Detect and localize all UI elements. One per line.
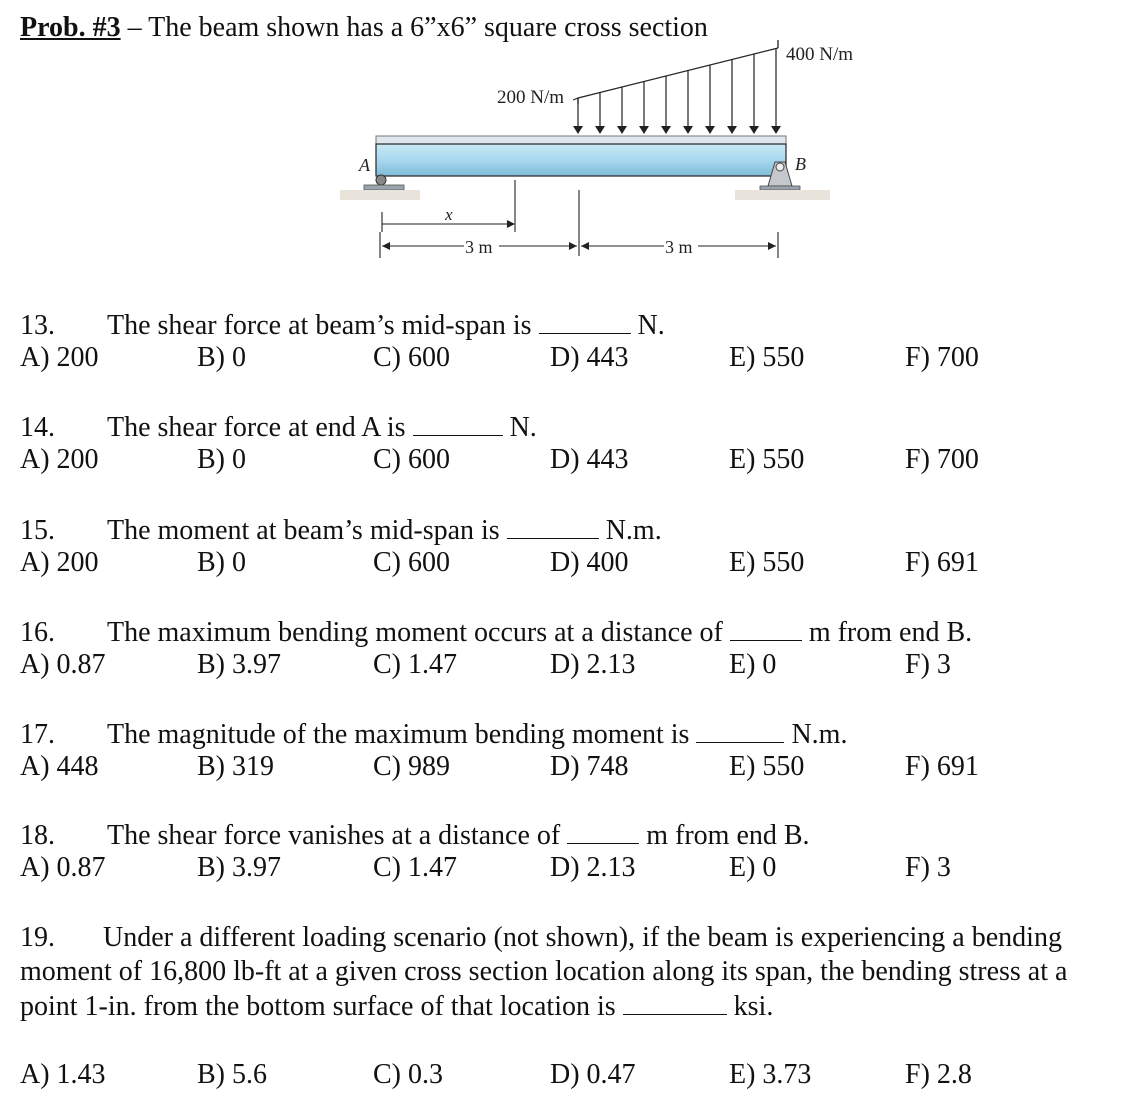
question-19-line-1 <box>20 922 1062 954</box>
question-text: The shear force vanishes at a distance of <box>107 820 561 851</box>
option-13a: A) 200 <box>20 342 99 373</box>
support-label-a: A <box>359 155 370 175</box>
answer-blank <box>696 718 784 743</box>
answer-blank <box>539 309 631 334</box>
option-14a: A) 200 <box>20 444 99 475</box>
support-label-b: B <box>795 154 806 174</box>
question-number: 13. <box>20 310 55 341</box>
question-number: 17. <box>20 719 55 750</box>
option-19e: E) 3.73 <box>729 1059 812 1090</box>
option-13c: C) 600 <box>373 342 450 373</box>
roller-support-a <box>340 175 420 200</box>
option-17d: D) 748 <box>550 751 629 782</box>
beam <box>376 136 786 176</box>
option-18d: D) 2.13 <box>550 852 636 883</box>
question-15 <box>20 514 662 547</box>
option-18b: B) 3.97 <box>197 852 281 883</box>
answer-blank <box>413 411 503 436</box>
question-text: The magnitude of the maximum bending moment is <box>107 719 690 750</box>
question-18 <box>20 819 810 852</box>
question-13 <box>20 309 665 342</box>
question-text: point 1-in. from the bottom surface of that location is <box>20 991 616 1022</box>
option-13e: E) 550 <box>729 342 805 373</box>
option-16d: D) 2.13 <box>550 649 636 680</box>
question-17 <box>20 718 847 751</box>
question-16 <box>20 616 972 649</box>
option-16f: F) 3 <box>905 649 951 680</box>
option-19a: A) 1.43 <box>20 1059 106 1090</box>
option-19f: F) 2.8 <box>905 1059 972 1090</box>
option-16c: C) 1.47 <box>373 649 457 680</box>
question-text: The shear force at end A is <box>107 412 406 443</box>
option-17a: A) 448 <box>20 751 99 782</box>
x-label: x <box>445 205 453 224</box>
option-18c: C) 1.47 <box>373 852 457 883</box>
option-13d: D) 443 <box>550 342 629 373</box>
question-unit: N.m. <box>605 515 662 546</box>
question-unit: N. <box>509 412 537 443</box>
option-13f: F) 700 <box>905 342 979 373</box>
option-17b: B) 319 <box>197 751 274 782</box>
option-19c: C) 0.3 <box>373 1059 443 1090</box>
option-16a: A) 0.87 <box>20 649 106 680</box>
answer-blank <box>623 990 727 1015</box>
option-18e: E) 0 <box>729 852 777 883</box>
question-text: The shear force at beam’s mid-span is <box>107 310 532 341</box>
problem-number: Prob. #3 <box>20 12 121 43</box>
load-label-right: 400 N/m <box>786 44 854 65</box>
question-text: Under a different loading scenario (not shown), if the beam is experiencing a bending <box>103 922 1062 953</box>
question-unit: N. <box>637 310 665 341</box>
question-text: The maximum bending moment occurs at a distance of <box>107 617 723 648</box>
answer-blank <box>567 819 639 844</box>
option-15f: F) 691 <box>905 547 979 578</box>
option-14d: D) 443 <box>550 444 629 475</box>
question-number: 14. <box>20 412 55 443</box>
option-16b: B) 3.97 <box>197 649 281 680</box>
option-15b: B) 0 <box>197 547 246 578</box>
answer-blank <box>730 616 802 641</box>
answer-blank <box>507 514 599 539</box>
option-17e: E) 550 <box>729 751 805 782</box>
option-17f: F) 691 <box>905 751 979 782</box>
option-13b: B) 0 <box>197 342 246 373</box>
option-15e: E) 550 <box>729 547 805 578</box>
question-number: 19. <box>20 922 55 953</box>
question-number: 16. <box>20 617 55 648</box>
question-number: 15. <box>20 515 55 546</box>
option-14c: C) 600 <box>373 444 450 475</box>
question-unit: ksi. <box>733 991 774 1022</box>
question-unit: m from end B. <box>646 820 810 851</box>
option-18f: F) 3 <box>905 852 951 883</box>
option-17c: C) 989 <box>373 751 450 782</box>
question-19-line-2: moment of 16,800 lb-ft at a given cross section location along its span, the bending stress at a <box>20 956 1068 987</box>
beam-figure <box>0 0 1137 280</box>
option-15d: D) 400 <box>550 547 629 578</box>
option-14e: E) 550 <box>729 444 805 475</box>
option-19d: D) 0.47 <box>550 1059 636 1090</box>
option-18a: A) 0.87 <box>20 852 106 883</box>
distributed-load <box>573 40 781 134</box>
question-unit: m from end B. <box>808 617 973 648</box>
dimension-right: 3 m <box>665 237 693 257</box>
option-15a: A) 200 <box>20 547 99 578</box>
dimension-left: 3 m <box>465 237 493 257</box>
option-15c: C) 600 <box>373 547 450 578</box>
question-unit: N.m. <box>791 719 848 750</box>
option-14b: B) 0 <box>197 444 246 475</box>
load-label-left: 200 N/m <box>497 87 565 108</box>
question-19-line-3 <box>20 990 773 1023</box>
option-16e: E) 0 <box>729 649 777 680</box>
question-number: 18. <box>20 820 55 851</box>
question-14 <box>20 411 537 444</box>
option-14f: F) 700 <box>905 444 979 475</box>
option-19b: B) 5.6 <box>197 1059 267 1090</box>
question-text: The moment at beam’s mid-span is <box>107 515 500 546</box>
problem-description: – The beam shown has a 6”x6” square cross section <box>120 12 708 43</box>
